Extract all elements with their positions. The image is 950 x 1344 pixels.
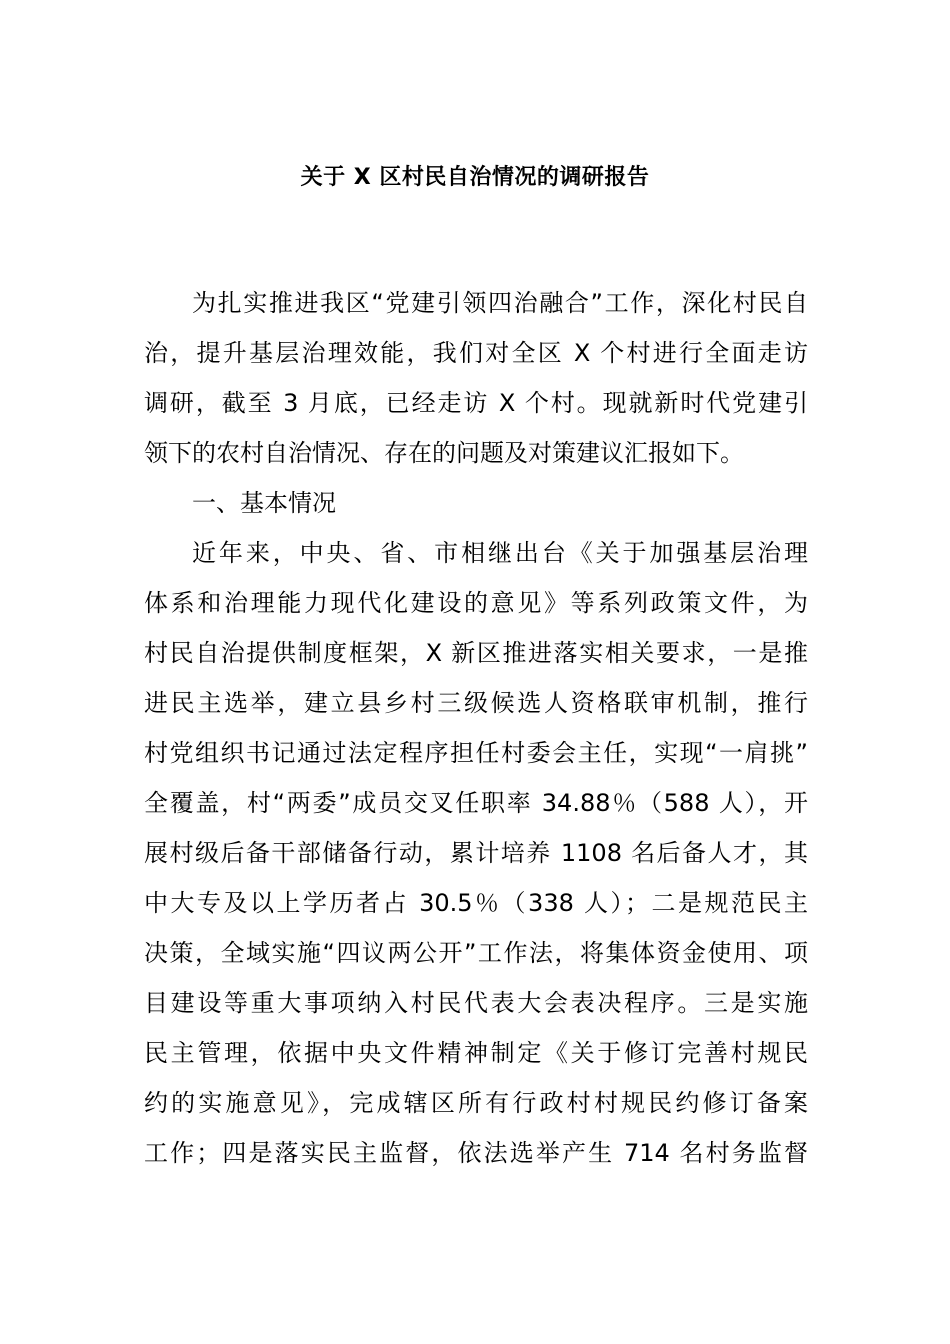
- text-line: 村党组织书记通过法定程序担任村委会主任，实现“一肩挑”: [144, 739, 808, 767]
- section-heading-text: 一、基本情况: [192, 489, 336, 517]
- text-line: 调研，截至 3 月底，已经走访 X 个村。现就新时代党建引: [144, 389, 808, 417]
- text-line: 展村级后备干部储备行动，累计培养 1108 名后备人才，其: [144, 839, 808, 867]
- paragraph-intro: [144, 278, 808, 478]
- text-line: 全覆盖，村“两委”成员交叉任职率 34.88％（588 人），开: [144, 789, 808, 817]
- text-line: 近年来，中央、省、市相继出台《关于加强基层治理: [192, 539, 808, 567]
- text-line: 工作；四是落实民主监督，依法选举产生 714 名村务监督: [144, 1139, 808, 1167]
- document-body: [144, 278, 808, 1178]
- text-line: 进民主选举，建立县乡村三级候选人资格联审机制，推行: [144, 689, 808, 717]
- text-line: 目建设等重大事项纳入村民代表大会表决程序。三是实施: [144, 989, 808, 1017]
- text-line: 决策，全域实施“四议两公开”工作法，将集体资金使用、项: [144, 939, 808, 967]
- text-line: 民主管理，依据中央文件精神制定《关于修订完善村规民: [144, 1039, 808, 1067]
- paragraph-basic-situation: [144, 528, 808, 1178]
- text-line: 为扎实推进我区“党建引领四治融合”工作，深化村民自: [192, 289, 808, 317]
- document-title: 关于 X 区村民自治情况的调研报告: [300, 165, 650, 190]
- text-line: 体系和治理能力现代化建设的意见》等系列政策文件，为: [144, 589, 808, 617]
- text-line: 约的实施意见》，完成辖区所有行政村村规民约修订备案: [144, 1089, 808, 1117]
- section-heading: [144, 478, 808, 528]
- text-line: 领下的农村自治情况、存在的问题及对策建议汇报如下。: [144, 439, 744, 467]
- text-line: 治，提升基层治理效能，我们对全区 X 个村进行全面走访: [144, 339, 808, 367]
- text-line: 中大专及以上学历者占 30.5％（338 人）；二是规范民主: [144, 889, 808, 917]
- text-line: 村民自治提供制度框架，X 新区推进落实相关要求，一是推: [144, 639, 808, 667]
